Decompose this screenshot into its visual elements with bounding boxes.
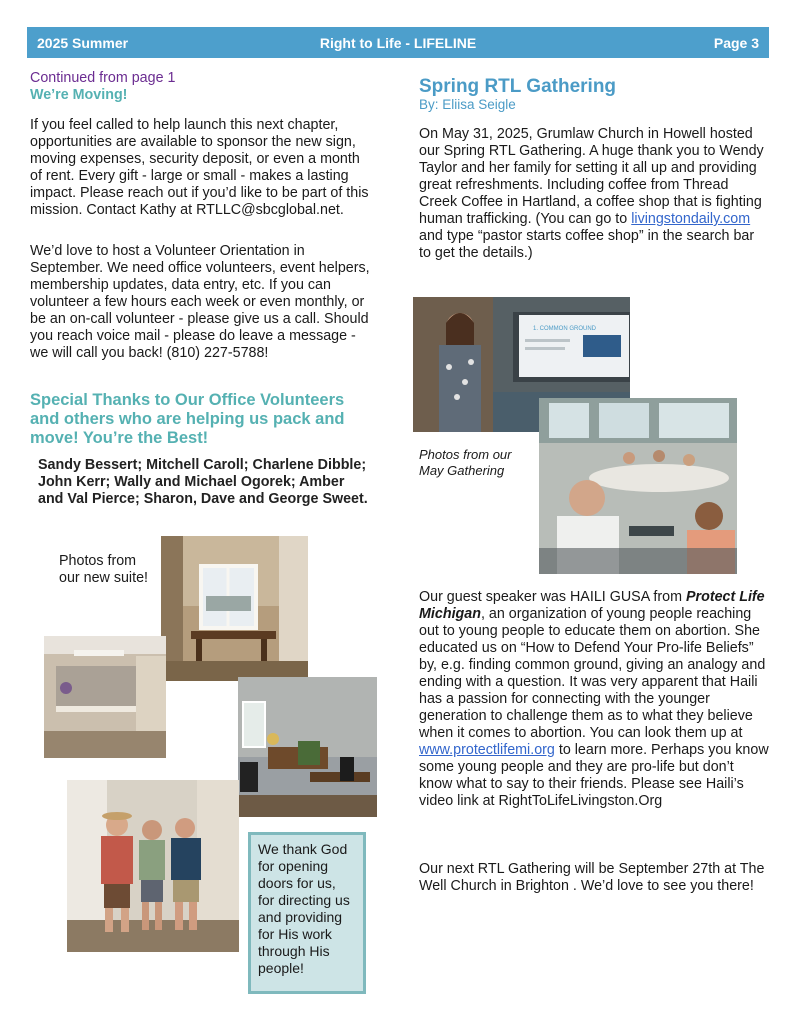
thanks-heading: Special Thanks to Our Office Volunteers and others who are helping us pack and move! You’re the Best! <box>30 391 345 447</box>
suite-photos-caption: Photos from our new suite! <box>59 553 149 586</box>
volunteers-group-photo <box>67 780 239 952</box>
article-byline: By: Eliisa Seigle <box>419 97 516 112</box>
protect-life-michigan: Protect Life Michigan <box>419 589 765 622</box>
slide-text: 1. COMMON GROUND <box>533 326 596 332</box>
speaker-text-part: , an organization of young people reaching out to young people to educate them on abortion. She educated us on “How to Defend Your Pro-life Beliefs” by, e.g. finding common ground, giving an analogy and ending with a question. It was very apparent that Haili has a passion for connecting with the younger generation to challenge them as to what they believe when it comes to abortion. You can look them up at <box>419 606 766 741</box>
audience-photo <box>539 398 737 574</box>
volunteer-names: Sandy Bessert; Mitchell Caroll; Charlene Dibble; John Kerr; Wally and Michael Ogorek; Amber and Val Pierce; Sharon, Dave and George Sweet. <box>38 457 368 507</box>
page-header <box>27 27 769 58</box>
next-gathering-paragraph: Our next RTL Gathering will be September 27th at The Well Church in Brighton . We’d love to see you there! <box>419 861 765 894</box>
speaker-text-part: Our guest speaker was HAILI GUSA from <box>419 589 686 605</box>
thanks-callout-text: We thank God for opening doors for us, for directing us and providing for His work through His people! <box>258 841 350 976</box>
gathering-text-part: On May 31, 2025, Grumlaw Church in Howell hosted our Spring RTL Gathering. A huge thank you to Wendy Taylor and her family for setting it all up and providing great refreshments. Including coffee from Thread Creek Coffee in Hartland, a coffee shop that is fighting human trafficking. (You can go to <box>419 126 764 227</box>
page-number: Page 3 <box>713 35 759 51</box>
office-window-photo <box>161 536 308 681</box>
newsletter-title: Right to Life - LIFELINE <box>319 35 477 51</box>
gathering-title: Spring RTL Gathering <box>419 76 617 97</box>
gathering-text-part: and type “pastor starts coffee shop” in the search bar to get the details.) <box>419 228 755 261</box>
continued-note: Continued from page 1 <box>30 70 176 86</box>
speaker-text-part: to learn more. Perhaps you know some young people and they are pro-life but don’t know what to say to their friends. Please see Haili’s video link at RightToLifeLivingston.Org <box>419 742 769 809</box>
thanks-callout-box <box>248 832 366 994</box>
livingstondaily-link[interactable]: livingstondaily.com <box>631 211 751 227</box>
speaker-paragraph <box>419 589 769 810</box>
protectlifemi-link[interactable]: www.protectlifemi.org <box>419 742 555 758</box>
office-desk-photo <box>238 677 377 817</box>
volunteer-paragraph: We’d love to host a Volunteer Orientation in September. We need office volunteers, event helpers, membership updates, data entry, etc. If you can volunteer a few hours each week or even monthly, or be an on-call volunteer - please give us a call. Should you reach voice mail - please do leave a message - we will call you back! (810) 227-5788! <box>30 243 370 361</box>
gathering-photos-caption: Photos from our May Gathering <box>419 447 512 478</box>
issue-label: 2025 Summer <box>37 35 129 51</box>
gathering-paragraph <box>419 126 769 262</box>
moving-paragraph: If you feel called to help launch this next chapter, opportunities are available to sponsor the new sign, moving expenses, security deposit, or even a month of rent. Every gift - large or small - makes a lasting impact. Please reach out if you’d like to be part of this mission. Contact Kathy at RTLLC@sbcglobal.net. <box>30 117 369 218</box>
moving-title: We’re Moving! <box>30 87 128 103</box>
reception-window-photo <box>44 636 166 758</box>
